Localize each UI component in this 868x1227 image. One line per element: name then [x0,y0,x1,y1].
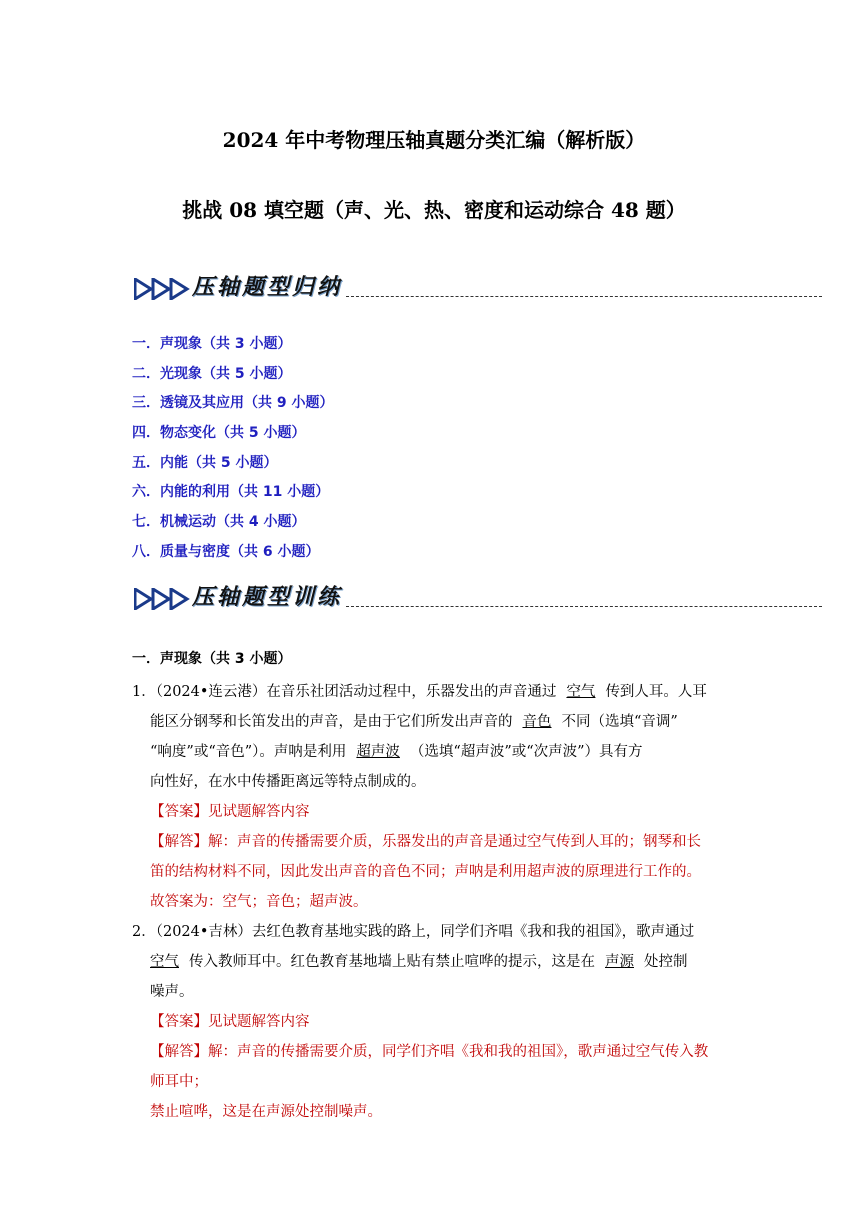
divider [346,606,822,607]
banner-label: 压轴题型归纳 [192,275,343,300]
question-line: 向性好，在水中传播距离远等特点制成的。 [150,774,426,790]
question-line: 1．（2024•连云港）在音乐社团活动过程中，乐器发出的声音通过 空气 传到人耳。人耳 [132,684,707,700]
answer-label: 【答案】见试题解答内容 [150,804,310,820]
triple-arrow-icon [134,588,190,610]
question-line: 空气 传入教师耳中。红色教育基地墙上贴有禁止喧哗的提示，这是在 声源 处控制 [150,954,688,970]
analysis-line: 师耳中； [150,1074,208,1090]
question-line: 2．（2024•吉林）去红色教育基地实践的路上，同学们齐唱《我和我的祖国》，歌声通过 [132,924,695,940]
answer-blank: 声源 [605,954,634,970]
answer-blank: 音色 [522,714,552,730]
summary-banner [132,271,822,305]
analysis-line: 禁止喧哗，这是在声源处控制噪声。 [150,1104,382,1120]
main-title: 2024 年中考物理压轴真题分类汇编（解析版） [222,128,646,152]
analysis-line: 【解答】解：声音的传播需要介质，乐器发出的声音是通过空气传到人耳的；钢琴和长 [150,834,701,850]
toc-item[interactable]: 二．光现象（共 5 小题） [132,365,292,382]
answer-label: 【答案】见试题解答内容 [150,1014,310,1030]
analysis-line: 故答案为：空气；音色；超声波。 [150,894,368,910]
question-line: “响度”或“音色”）。声呐是利用 超声波 （选填“超声波”或“次声波”）具有方 [150,744,643,760]
sub-title: 挑战 08 填空题（声、光、热、密度和运动综合 48 题） [182,198,686,222]
toc-item[interactable]: 六．内能的利用（共 11 小题） [132,484,330,501]
toc-item[interactable]: 七．机械运动（共 4 小题） [132,514,306,531]
triple-arrow-icon [134,278,190,300]
section-content [132,647,742,1127]
question-line: 噪声。 [150,984,194,1000]
toc-item[interactable]: 四．物态变化（共 5 小题） [132,425,306,442]
answer-blank: 超声波 [356,744,400,760]
toc-item[interactable]: 八．质量与密度（共 6 小题） [132,543,320,560]
training-banner [132,581,822,615]
question-1 [132,677,742,917]
toc-item[interactable]: 五．内能（共 5 小题） [132,454,278,471]
analysis-line: 笛的结构材料不同，因此发出声音的音色不同；声呐是利用超声波的原理进行工作的。 [150,864,701,880]
toc-item[interactable]: 一．声现象（共 3 小题） [132,336,292,352]
question-line: 能区分钢琴和长笛发出的声音，是由于它们所发出声音的 音色 不同（选填“音调” [150,714,678,730]
analysis-line: 【解答】解：声音的传播需要介质，同学们齐唱《我和我的祖国》，歌声通过空气传入教 [150,1044,709,1060]
toc-item[interactable]: 三．透镜及其应用（共 9 小题） [132,395,334,412]
table-of-contents [132,333,632,571]
divider [346,296,822,297]
answer-blank: 空气 [566,684,596,700]
section-heading: 一．声现象（共 3 小题） [132,651,292,667]
question-2 [132,917,742,1127]
banner-label: 压轴题型训练 [192,585,343,610]
answer-blank: 空气 [150,954,179,970]
